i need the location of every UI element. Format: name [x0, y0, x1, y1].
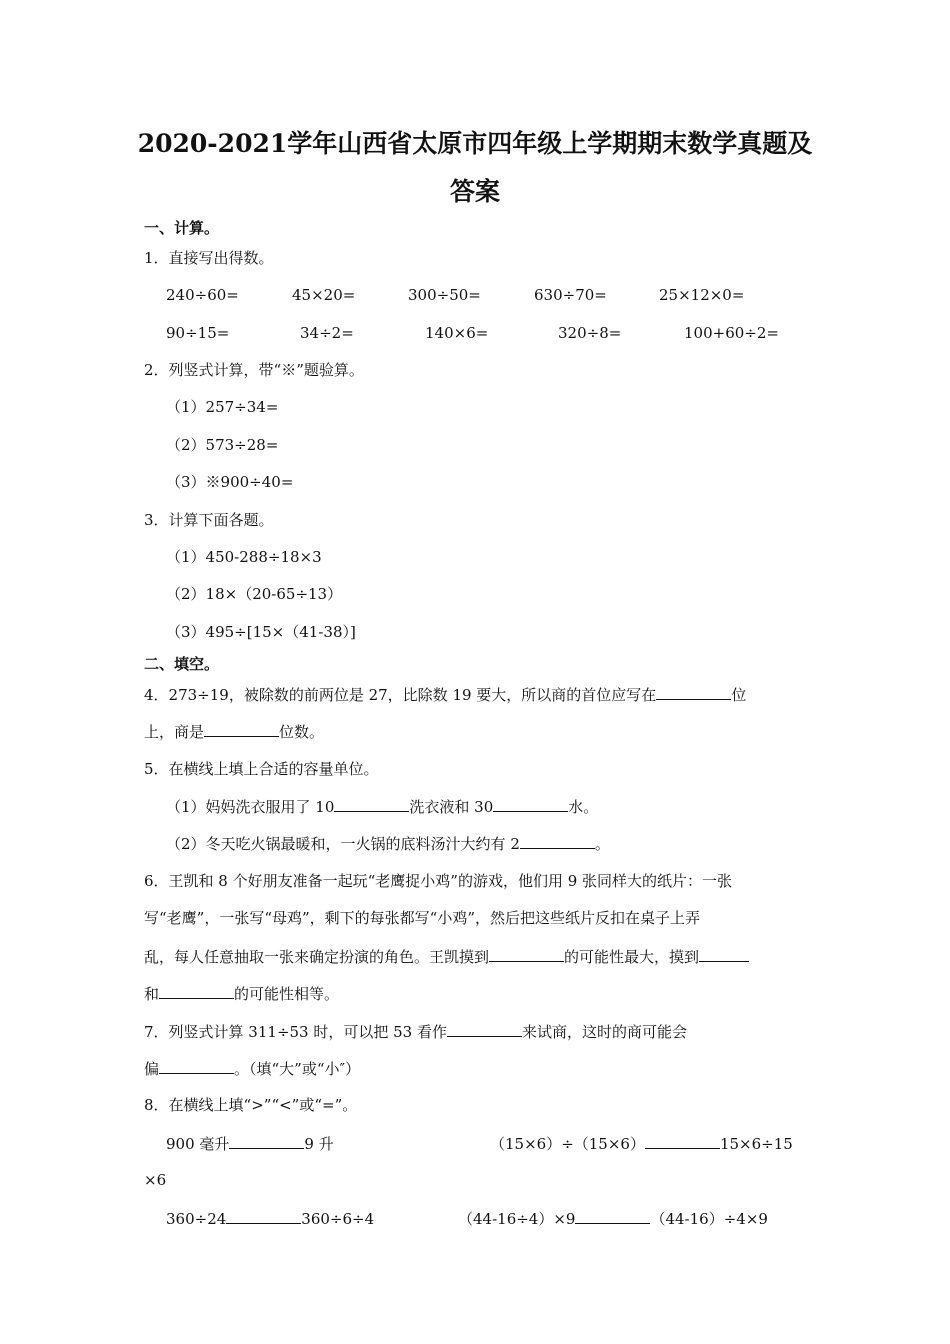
q2-item: （2）573÷28=: [166, 436, 279, 454]
q8-compare-c: [166, 1208, 374, 1229]
q4-text: 位数。: [279, 723, 325, 741]
answer-blank[interactable]: [447, 1021, 522, 1037]
q3-item: （3）495÷[15×（41-38）]: [166, 623, 356, 641]
answer-blank[interactable]: [159, 1058, 234, 1074]
question-5-item1: [166, 796, 598, 817]
question-2-stem: 2．列竖式计算，带“※”题验算。: [144, 361, 364, 379]
q2-item: （1）257÷34=: [166, 398, 279, 416]
q6-text: 和: [144, 985, 160, 1003]
q8-compare-b: [490, 1133, 793, 1154]
q1-item: 34÷2=: [300, 324, 354, 342]
answer-blank[interactable]: [489, 946, 564, 962]
q5-text: （2）冬天吃火锅最暖和，一火锅的底料汤汁大约有 2: [166, 835, 520, 853]
answer-blank[interactable]: [520, 833, 595, 849]
answer-blank[interactable]: [575, 1208, 650, 1224]
document-title-line1: 2020-2021学年山西省太原市四年级上学期期末数学真题及: [137, 129, 813, 158]
question-3-stem: 3．计算下面各题。: [144, 511, 274, 529]
q8-compare-d: [458, 1208, 768, 1229]
q8-text: （15×6）÷（15×6）: [490, 1135, 645, 1153]
section-heading-fill-in: 二、填空。: [144, 655, 220, 673]
q8-text: 15×6÷15: [719, 1135, 793, 1153]
q5-text: 洗衣液和 30: [409, 798, 494, 816]
document-title-line2: 答案: [449, 177, 500, 206]
q8-text: （44-16）÷4×9: [650, 1210, 768, 1228]
q7-text: 。（填“大”或“小″）: [234, 1060, 361, 1078]
q8-text: （44-16÷4）×9: [458, 1210, 576, 1228]
q6-text: 的可能性相等。: [234, 985, 340, 1003]
q7-text: 来试商，这时的商可能会: [522, 1023, 688, 1041]
q4-text: 位: [731, 686, 747, 704]
answer-blank[interactable]: [645, 1133, 720, 1149]
question-6-line2: 写“老鹰”，一张写“母鸡”，剩下的每张都写“小鸡”，然后把这些纸片反扣在桌子上弄: [144, 909, 701, 927]
q1-item: 100+60÷2=: [684, 324, 779, 342]
question-6-line1: 6．王凯和 8 个好朋友准备一起玩“老鹰捉小鸡”的游戏，他们用 9 张同样大的纸片：一张: [144, 872, 733, 890]
q4-text: 4．273÷19，被除数的前两位是 27，比除数 19 要大，所以商的首位应写在: [144, 686, 657, 704]
question-7-line2: [144, 1058, 360, 1079]
answer-blank[interactable]: [229, 1133, 304, 1149]
question-6-line4: [144, 983, 339, 1004]
q4-text: 上，商是: [144, 723, 205, 741]
question-5-item2: [166, 833, 610, 854]
answer-blank[interactable]: [159, 983, 234, 999]
q1-item: 45×20=: [292, 286, 356, 304]
q7-text: 偏: [144, 1060, 160, 1078]
answer-blank[interactable]: [656, 684, 731, 700]
answer-blank[interactable]: [493, 796, 568, 812]
q6-text: 乱，每人任意抽取一张来确定扮演的角色。王凯摸到: [144, 948, 490, 966]
q8-compare-a: [166, 1133, 334, 1154]
q8-text: 360÷6÷4: [301, 1210, 375, 1228]
q8-compare-b-wrap: ×6: [144, 1171, 167, 1189]
q1-item: 25×12×0=: [659, 286, 745, 304]
q8-text: 360÷24: [166, 1210, 227, 1228]
q3-item: （1）450-288÷18×3: [166, 548, 322, 566]
answer-blank[interactable]: [699, 946, 749, 962]
answer-blank[interactable]: [204, 721, 279, 737]
question-7-line1: [144, 1021, 687, 1042]
q5-text: 水。: [568, 798, 599, 816]
answer-blank[interactable]: [334, 796, 409, 812]
q5-text: （1）妈妈洗衣服用了 10: [166, 798, 335, 816]
question-4-line1: [144, 684, 746, 705]
question-5-stem: 5．在横线上填上合适的容量单位。: [144, 760, 379, 778]
q6-text: 的可能性最大，摸到: [564, 948, 700, 966]
q1-item: 90÷15=: [166, 324, 230, 342]
q5-text: 。: [594, 835, 610, 853]
q1-item: 630÷70=: [534, 286, 607, 304]
question-6-line3: [144, 946, 749, 967]
answer-blank[interactable]: [226, 1208, 301, 1224]
q3-item: （2）18×（20-65÷13）: [166, 585, 343, 603]
q1-item: 240÷60=: [166, 286, 239, 304]
question-4-line2: [144, 721, 324, 742]
section-heading-calculation: 一、计算。: [144, 219, 220, 237]
q1-item: 320÷8=: [558, 324, 622, 342]
q2-item: （3）※900÷40=: [166, 473, 294, 491]
q1-item: 300÷50=: [408, 286, 481, 304]
question-8-stem: 8．在横线上填“>”“<”或“=”。: [144, 1096, 358, 1114]
question-1-stem: 1．直接写出得数。: [144, 249, 274, 267]
q8-text: 9 升: [304, 1135, 334, 1153]
q1-item: 140×6=: [425, 324, 489, 342]
q7-text: 7．列竖式计算 311÷53 时，可以把 53 看作: [144, 1023, 447, 1041]
q8-text: 900 毫升: [166, 1135, 230, 1153]
